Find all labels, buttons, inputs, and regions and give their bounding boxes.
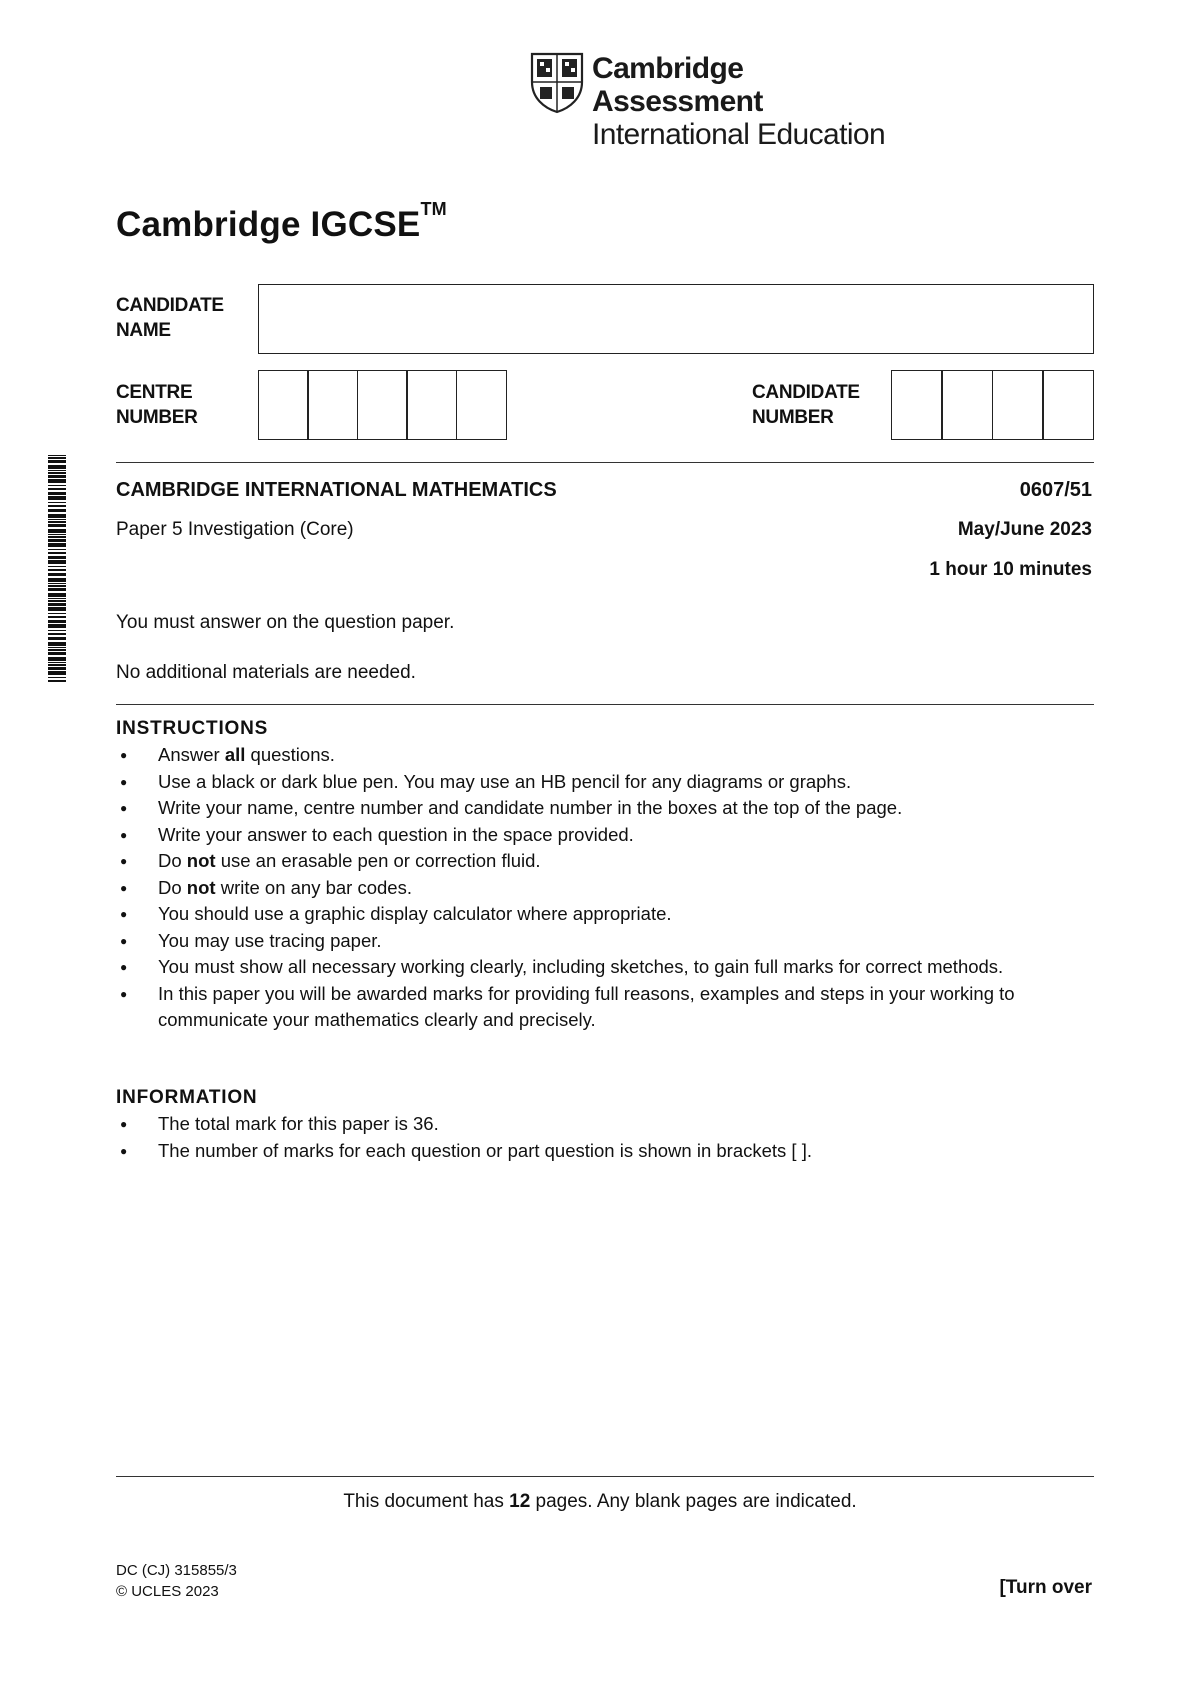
logo-line-1: Cambridge Assessment <box>592 52 763 118</box>
turn-over-label: [Turn over <box>999 1577 1092 1598</box>
candidate-number-digit-box[interactable] <box>891 370 943 440</box>
page-count: 12 <box>509 1491 531 1512</box>
centre-number-digit-box[interactable] <box>258 370 309 440</box>
instruction-item: ● In this paper you will be awarded marks for providing full reasons, examples and steps in your working to communicate your mathematics clearly and precisely. <box>116 981 1096 1034</box>
barcode-graphic <box>40 455 66 683</box>
instruction-item: ● Write your name, centre number and candidate number in the boxes at the top of the page. <box>116 795 1096 822</box>
candidate-number-digit-box[interactable] <box>992 370 1044 440</box>
instruction-item: ● You should use a graphic display calculator where appropriate. <box>116 901 1096 928</box>
instruction-item: ● Write your answer to each question in the space provided. <box>116 822 1096 849</box>
centre-number-boxes <box>259 370 507 440</box>
instruction-item: ● Do not use an erasable pen or correction fluid. <box>116 848 1096 875</box>
candidate-number-digit-box[interactable] <box>941 370 993 440</box>
syllabus-code: 0607/51 <box>1019 479 1092 501</box>
instruction-item: ● Answer all questions. <box>116 742 1096 769</box>
qualification-title: Cambridge IGCSE™ <box>116 199 447 244</box>
centre-number-digit-box[interactable] <box>406 370 457 440</box>
candidate-number-label: CANDIDATE NUMBER <box>752 382 860 428</box>
information-list <box>116 1111 1096 1164</box>
reference-code: DC (CJ) 315855/3 <box>116 1562 237 1579</box>
divider-middle <box>116 704 1094 705</box>
instruction-item: ● You may use tracing paper. <box>116 928 1096 955</box>
document-reference <box>116 1560 237 1602</box>
instruction-item: ● Use a black or dark blue pen. You may use an HB pencil for any diagrams or graphs. <box>116 769 1096 796</box>
divider-bottom <box>116 1476 1094 1477</box>
candidate-name-box[interactable] <box>258 284 1094 354</box>
centre-number-label: CENTRE NUMBER <box>116 382 198 428</box>
copyright: © UCLES 2023 <box>116 1583 219 1600</box>
page-count-note: This document has 12 pages. Any blank pages are indicated. <box>343 1491 857 1512</box>
exam-session: May/June 2023 <box>957 519 1092 540</box>
paper-title: Paper 5 Investigation (Core) <box>116 519 354 540</box>
trademark-symbol: TM <box>420 199 447 219</box>
logo-line-2: International Education <box>592 118 886 151</box>
information-heading: INFORMATION <box>116 1087 258 1108</box>
barcode <box>40 455 66 683</box>
note-materials: No additional materials are needed. <box>116 662 416 683</box>
candidate-number-digit-box[interactable] <box>1042 370 1094 440</box>
centre-number-digit-box[interactable] <box>456 370 507 440</box>
instructions-heading: INSTRUCTIONS <box>116 718 269 739</box>
instruction-item: ● Do not write on any bar codes. <box>116 875 1096 902</box>
instruction-item: ● You must show all necessary working clearly, including sketches, to gain full marks for correct methods. <box>116 954 1096 981</box>
divider-top <box>116 462 1094 463</box>
candidate-number-boxes <box>892 370 1094 440</box>
instructions-list <box>116 742 1096 1034</box>
note-answer-on-paper: You must answer on the question paper. <box>116 612 455 633</box>
cambridge-logo <box>530 52 910 151</box>
information-item: ● The number of marks for each question or part question is shown in brackets [ ]. <box>116 1138 1096 1165</box>
candidate-name-label: CANDIDATE NAME <box>116 295 224 341</box>
exam-duration: 1 hour 10 minutes <box>929 559 1092 580</box>
information-item: ● The total mark for this paper is 36. <box>116 1111 1096 1138</box>
centre-number-digit-box[interactable] <box>307 370 358 440</box>
subject-title: CAMBRIDGE INTERNATIONAL MATHEMATICS <box>116 479 557 501</box>
university-shield-icon <box>530 52 584 114</box>
centre-number-digit-box[interactable] <box>357 370 408 440</box>
